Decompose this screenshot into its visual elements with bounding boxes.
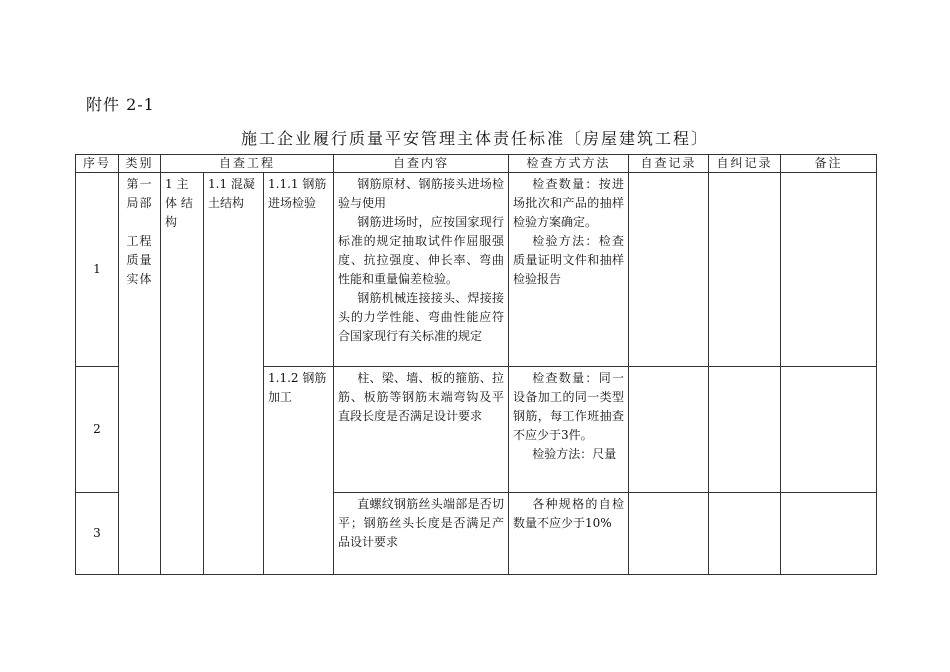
col-correction: 自纠记录 <box>709 155 781 173</box>
col-project: 自查工程 <box>161 155 334 173</box>
standards-table <box>75 154 877 575</box>
col-content: 自查内容 <box>334 155 509 173</box>
method-paragraph: 各种规格的自检数量不应少于10% <box>513 497 625 530</box>
item-cell: 1.1.1 钢筋进场检验 <box>264 173 334 367</box>
category-line: 实体 <box>126 272 153 286</box>
row-number: 2 <box>76 367 119 493</box>
col-remark: 备注 <box>781 155 877 173</box>
col-no: 序号 <box>76 155 119 173</box>
method-paragraph: 检验方法：检查质量证明文件和抽样检验报告 <box>513 234 625 286</box>
self-record-cell <box>629 493 709 575</box>
correction-cell <box>709 173 781 367</box>
method-paragraph: 检查数量：按进场批次和产品的抽样检验方案确定。 <box>513 177 625 229</box>
category-cell <box>119 173 161 575</box>
correction-cell <box>709 493 781 575</box>
category-line: 局部 <box>126 196 153 210</box>
method-cell <box>509 367 629 493</box>
category-line: 工程 <box>126 234 153 248</box>
col-method: 检查方式方法 <box>509 155 629 173</box>
content-paragraph: 直螺纹钢筋丝头端部是否切平；钢筋丝头长度是否满足产品设计要求 <box>338 497 505 549</box>
content-paragraph: 钢筋进场时，应按国家现行标准的规定抽取试件作屈服强度、抗拉强度、伸长率、弯曲性能和重量偏差检验。 <box>338 215 505 286</box>
document-title: 施工企业履行质量平安管理主体责任标准〔房屋建筑工程〕 <box>240 129 709 148</box>
col-category: 类别 <box>119 155 161 173</box>
table-row <box>76 173 877 367</box>
category-line: 质量 <box>126 253 153 267</box>
method-paragraph: 检查数量：同一设备加工的同一类型钢筋，每工作班抽查不应少于3件。 <box>513 371 625 442</box>
remark-cell <box>781 493 877 575</box>
self-record-cell <box>629 173 709 367</box>
level2-cell: 1.1 混凝土结构 <box>204 173 264 575</box>
attachment-label: 附件 2-1 <box>86 95 155 114</box>
self-record-cell <box>629 367 709 493</box>
content-paragraph: 柱、梁、墙、板的箍筋、拉筋、板筋等钢筋末端弯钩及平直段长度是否满足设计要求 <box>338 371 505 423</box>
content-paragraph: 钢筋原材、钢筋接头进场检验与使用 <box>338 177 505 210</box>
row-number: 1 <box>76 173 119 367</box>
category-line: 第一 <box>126 177 153 191</box>
header-row <box>76 155 877 173</box>
item-cell: 1.1.2 钢筋加工 <box>264 367 334 575</box>
content-cell <box>334 493 509 575</box>
method-cell <box>509 493 629 575</box>
content-cell <box>334 367 509 493</box>
row-number: 3 <box>76 493 119 575</box>
content-paragraph: 钢筋机械连接接头、焊接接头的力学性能、弯曲性能应符合国家现行有关标准的规定 <box>338 291 505 343</box>
correction-cell <box>709 367 781 493</box>
level1-cell: 1 主体 结构 <box>161 173 204 575</box>
method-paragraph: 检验方法：尺量 <box>532 447 617 461</box>
remark-cell <box>781 367 877 493</box>
remark-cell <box>781 173 877 367</box>
method-cell <box>509 173 629 367</box>
col-self-record: 自查记录 <box>629 155 709 173</box>
content-cell <box>334 173 509 367</box>
